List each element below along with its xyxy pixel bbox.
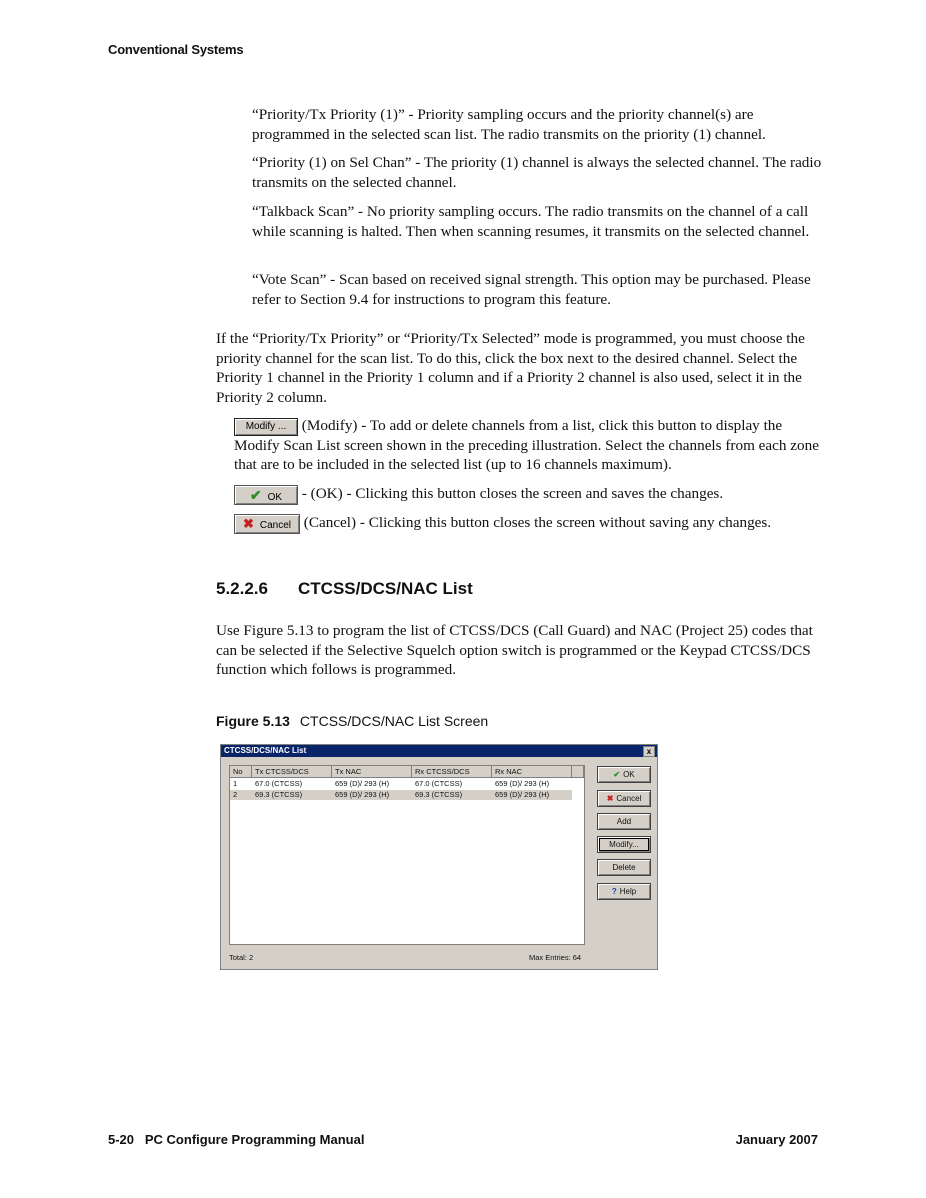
- ok-description-text: - (OK) - Clicking this button closes the screen and saves the changes.: [301, 485, 724, 502]
- figure-label: Figure 5.13: [216, 713, 290, 729]
- modify-button[interactable]: Modify...: [597, 836, 651, 853]
- page-header: Conventional Systems: [108, 42, 244, 57]
- ok-button-label: OK: [623, 770, 635, 779]
- table-cell[interactable]: 67.0 (CTCSS): [255, 779, 303, 788]
- cross-icon: ✖: [242, 515, 254, 531]
- add-button[interactable]: Add: [597, 813, 651, 830]
- footer-date: January 2007: [735, 1132, 818, 1147]
- column-header-rx-ctcss[interactable]: Rx CTCSS/DCS: [412, 766, 492, 778]
- total-count: Total: 2: [229, 953, 254, 962]
- modify-button-image: Modify ...: [234, 418, 298, 436]
- ok-description: [234, 484, 824, 505]
- ok-button[interactable]: [597, 766, 651, 783]
- item-talkback-scan: “Talkback Scan” - No priority sampling occurs. The radio transmits on the channel of a call while scanning is halted. Then when scanning resumes, it transmits on the selected channel.: [252, 203, 810, 240]
- column-header-tx-nac[interactable]: Tx NAC: [332, 766, 412, 778]
- code-list[interactable]: [229, 765, 585, 945]
- modify-description-text: (Modify) - To add or delete channels from a list, click this button to display the Modify Scan List screen shown in the preceding illustration. Select the channels from each zone that are to be included in the selected list (up to 16 channels maximum).: [234, 417, 819, 474]
- cancel-button-image: [234, 514, 300, 534]
- help-icon: ?: [611, 887, 617, 896]
- help-button[interactable]: [597, 883, 651, 900]
- cancel-description: [234, 513, 824, 534]
- close-icon[interactable]: x: [643, 746, 655, 757]
- page-number: 5-20: [108, 1132, 135, 1147]
- cancel-button-image-label: Cancel: [259, 519, 292, 531]
- dialog-title: CTCSS/DCS/NAC List: [224, 746, 307, 755]
- column-header-no[interactable]: No: [230, 766, 252, 778]
- table-cell[interactable]: 659 (D)/ 293 (H): [495, 779, 550, 788]
- item-priority-sel-chan: “Priority (1) on Sel Chan” - The priority (1) channel is always the selected channel. The radio transmits on the selected channel.: [252, 154, 822, 191]
- table-cell[interactable]: 659 (D)/ 293 (H): [495, 790, 550, 799]
- dialog-title-bar: [221, 745, 657, 757]
- max-entries: Max Entries: 64: [529, 953, 582, 962]
- table-cell[interactable]: 659 (D)/ 293 (H): [335, 779, 390, 788]
- table-cell[interactable]: 69.3 (CTCSS): [415, 790, 463, 799]
- section-title: CTCSS/DCS/NAC List: [298, 579, 473, 598]
- cross-icon: ✖: [606, 794, 614, 803]
- figure-title: CTCSS/DCS/NAC List Screen: [299, 713, 489, 729]
- cancel-button-label: Cancel: [616, 794, 642, 803]
- ok-button-image: [234, 485, 298, 505]
- modify-description: [234, 416, 824, 475]
- column-header-rx-nac[interactable]: Rx NAC: [492, 766, 572, 778]
- check-icon: ✔: [249, 486, 262, 503]
- priority-paragraph: If the “Priority/Tx Priority” or “Priority/Tx Selected” mode is programmed, you must choose the priority channel for the scan list. To do this, click the box next to the desired channel. Select the Priority 1 channel in the Priority 1 column and if a Priority 2 channel is also used, select it in the Priority 2 column.: [216, 330, 805, 406]
- help-button-label: Help: [619, 887, 637, 896]
- delete-button[interactable]: Delete: [597, 859, 651, 876]
- column-header-filler: [572, 766, 584, 778]
- column-header-tx-ctcss[interactable]: Tx CTCSS/DCS: [252, 766, 332, 778]
- manual-title: PC Configure Programming Manual: [144, 1132, 365, 1147]
- table-cell[interactable]: 67.0 (CTCSS): [415, 779, 463, 788]
- table-cell[interactable]: 2: [233, 790, 238, 799]
- section-paragraph: Use Figure 5.13 to program the list of CTCSS/DCS (Call Guard) and NAC (Project 25) codes that can be selected if the Selective Squelch option switch is programmed or the Keypad CTCSS/DCS function which follows is programmed.: [216, 622, 813, 678]
- table-cell[interactable]: 69.3 (CTCSS): [255, 790, 303, 799]
- cancel-button[interactable]: [597, 790, 651, 807]
- figure-caption: [216, 713, 488, 729]
- ok-button-image-label: OK: [267, 491, 283, 503]
- table-cell[interactable]: 659 (D)/ 293 (H): [335, 790, 390, 799]
- item-vote-scan: “Vote Scan” - Scan based on received signal strength. This option may be purchased. Please refer to Section 9.4 for instructions to program this feature.: [252, 271, 811, 308]
- section-heading: [216, 579, 473, 599]
- check-icon: ✔: [613, 770, 621, 779]
- item-priority-tx-priority: “Priority/Tx Priority (1)” - Priority sampling occurs and the priority channel(s) are programmed in the selected scan list. The radio transmits on the priority (1) channel.: [252, 106, 766, 143]
- footer-left: [108, 1132, 364, 1147]
- cancel-description-text: (Cancel) - Clicking this button closes the screen without saving any changes.: [303, 514, 772, 531]
- section-number: 5.2.2.6: [216, 579, 268, 598]
- table-cell[interactable]: 1: [233, 779, 238, 788]
- ctcss-list-dialog: [220, 744, 658, 970]
